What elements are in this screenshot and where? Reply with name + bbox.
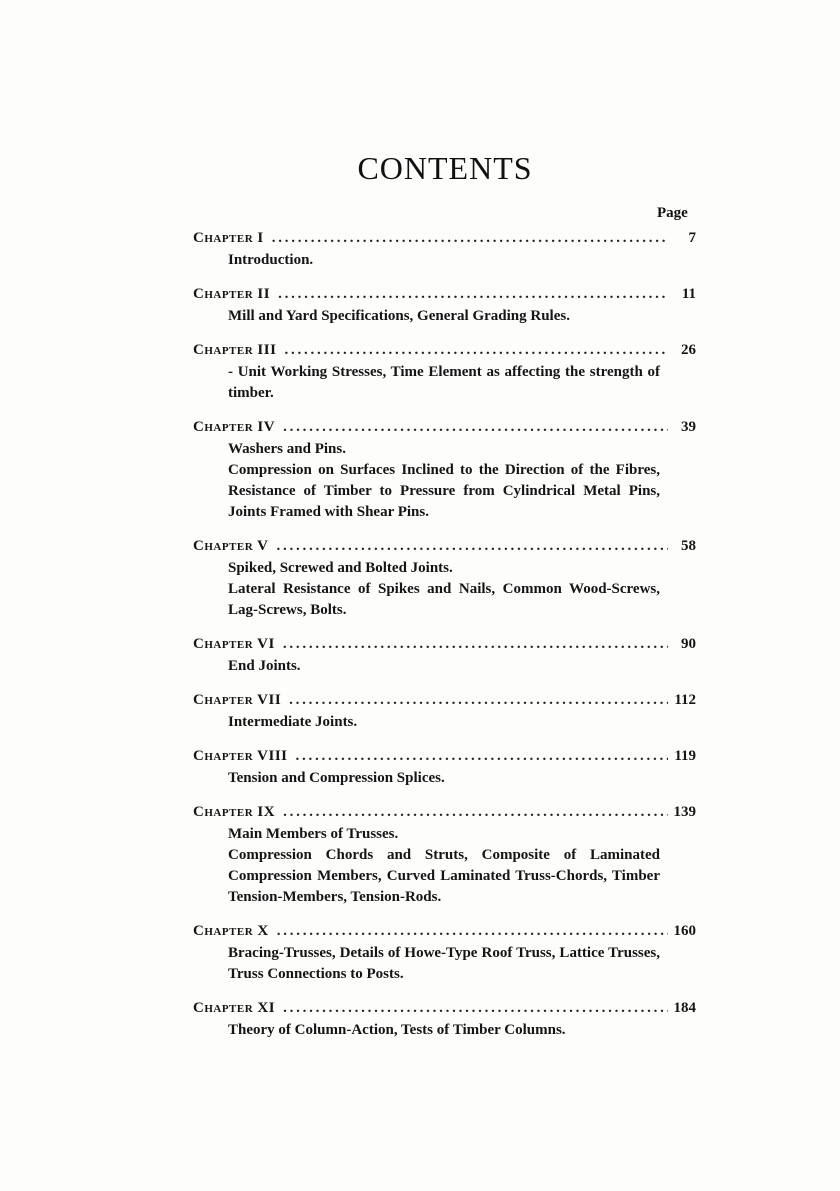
- chapter-label: Chapter I: [193, 230, 264, 246]
- chapter-description: [228, 656, 660, 677]
- table-of-contents: [193, 226, 696, 1052]
- toc-entry: [193, 744, 696, 789]
- chapter-description: [228, 558, 660, 621]
- chapter-description: [228, 943, 660, 985]
- page-number: 119: [674, 748, 696, 764]
- chapter-line: [193, 744, 696, 768]
- dot-leader: [289, 688, 668, 712]
- page-number: 7: [688, 230, 696, 246]
- chapter-line: [193, 415, 696, 439]
- dot-leader: [283, 996, 667, 1020]
- dot-leader: [283, 632, 668, 656]
- chapter-description: [228, 1020, 660, 1041]
- chapter-label: Chapter V: [193, 538, 269, 554]
- chapter-label: Chapter IV: [193, 419, 276, 435]
- page-number: 139: [673, 804, 696, 820]
- chapter-line: [193, 919, 696, 943]
- page-number: 160: [673, 923, 696, 939]
- page-number: 90: [681, 636, 696, 652]
- dot-leader: [277, 919, 668, 943]
- description-line: - Unit Working Stresses, Time Element as affecting the strength of timber.: [228, 364, 660, 401]
- description-line: Spiked, Screwed and Bolted Joints.: [228, 560, 453, 576]
- description-line: Intermediate Joints.: [228, 714, 358, 730]
- description-line: Compression Chords and Struts, Composite of Laminated Compression Members, Curved Laminated Truss-Chords, Timber Tension-Members, Tension-Rods.: [228, 847, 660, 905]
- chapter-description: [228, 362, 660, 404]
- description-line: End Joints.: [228, 658, 301, 674]
- toc-entry: [193, 338, 696, 404]
- page-number: 11: [681, 286, 696, 302]
- toc-entry: [193, 800, 696, 908]
- chapter-label: Chapter XI: [193, 1000, 276, 1016]
- dot-leader: [278, 282, 668, 306]
- page-number: 26: [681, 342, 696, 358]
- chapter-label: Chapter VII: [193, 692, 282, 708]
- chapter-label: Chapter X: [193, 923, 269, 939]
- dot-leader: [283, 800, 667, 824]
- page-title: CONTENTS: [357, 150, 533, 186]
- page-number: 184: [673, 1000, 696, 1016]
- chapter-line: [193, 996, 696, 1020]
- toc-entry: [193, 919, 696, 985]
- chapter-description: [228, 712, 660, 733]
- chapter-label: Chapter III: [193, 342, 277, 358]
- chapter-label: Chapter IX: [193, 804, 276, 820]
- description-line: Theory of Column-Action, Tests of Timber Columns.: [228, 1022, 566, 1038]
- dot-leader: [272, 226, 668, 250]
- page-number: 58: [681, 538, 696, 554]
- toc-entry: [193, 415, 696, 523]
- page-column-header: Page: [657, 205, 688, 221]
- toc-entry: [193, 282, 696, 327]
- chapter-line: [193, 226, 696, 250]
- page-number: 39: [681, 419, 696, 435]
- description-line: Washers and Pins.: [228, 441, 346, 457]
- chapter-description: [228, 250, 660, 271]
- dot-leader: [276, 534, 668, 558]
- description-line: Compression on Surfaces Inclined to the Direction of the Fibres, Resistance of Timber to Pressure from Cylindrical Metal Pins, Joints Framed with Shear Pins.: [228, 462, 660, 520]
- description-line: Main Members of Trusses.: [228, 826, 399, 842]
- dot-leader: [283, 415, 668, 439]
- description-line: Mill and Yard Specifications, General Grading Rules.: [228, 308, 570, 324]
- description-line: Tension and Compression Splices.: [228, 770, 445, 786]
- toc-entry: [193, 534, 696, 621]
- chapter-description: [228, 439, 660, 523]
- toc-entry: [193, 632, 696, 677]
- chapter-line: [193, 800, 696, 824]
- dot-leader: [284, 338, 668, 362]
- chapter-line: [193, 632, 696, 656]
- chapter-label: Chapter II: [193, 286, 271, 302]
- toc-entry: [193, 996, 696, 1041]
- description-line: Bracing-Trusses, Details of Howe-Type Roof Truss, Lattice Trusses, Truss Connections to Posts.: [228, 945, 660, 982]
- chapter-line: [193, 688, 696, 712]
- page-number: 112: [674, 692, 696, 708]
- chapter-description: [228, 824, 660, 908]
- chapter-description: [228, 768, 660, 789]
- description-line: Introduction.: [228, 252, 314, 268]
- dot-leader: [296, 744, 669, 768]
- chapter-description: [228, 306, 660, 327]
- chapter-line: [193, 534, 696, 558]
- toc-entry: [193, 688, 696, 733]
- description-line: Lateral Resistance of Spikes and Nails, Common Wood-Screws, Lag-Screws, Bolts.: [228, 581, 660, 618]
- chapter-line: [193, 338, 696, 362]
- chapter-label: Chapter VI: [193, 636, 275, 652]
- chapter-line: [193, 282, 696, 306]
- toc-entry: [193, 226, 696, 271]
- chapter-label: Chapter VIII: [193, 748, 288, 764]
